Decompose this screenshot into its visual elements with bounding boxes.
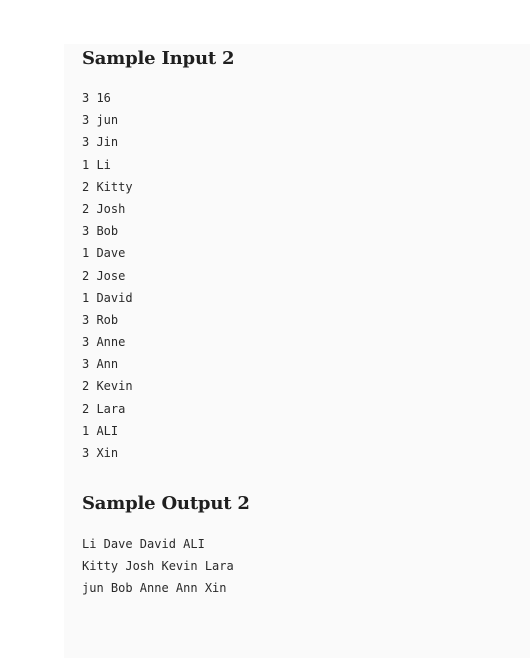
input-line: 3 Ann [82,357,119,372]
input-line: 3 jun [82,113,119,128]
input-line: 3 Bob [82,224,119,239]
sample-input-lines [82,87,234,464]
input-line: 1 David [82,290,133,305]
input-line: 2 Josh [82,201,126,216]
input-line: 1 Li [82,157,111,172]
input-line: 3 Anne [82,335,126,350]
input-line: 2 Kevin [82,379,133,394]
output-line: Kitty Josh Kevin Lara [82,559,234,574]
sample-input-section [82,46,234,464]
input-line: 2 Jose [82,268,126,283]
input-line: 2 Lara [82,401,126,416]
sample-input-heading: Sample Input 2 [82,48,235,69]
input-line: 2 Kitty [82,179,133,194]
input-line: 1 Dave [82,246,126,261]
output-line: jun Bob Anne Ann Xin [82,581,227,596]
sample-output-heading: Sample Output 2 [82,493,250,514]
input-line: 3 Jin [82,135,119,150]
sample-output-section [82,491,250,600]
input-line: 1 ALI [82,423,119,438]
input-line: 3 16 [82,91,111,105]
output-line: Li Dave David ALI [82,537,205,551]
sample-output-lines [82,533,250,600]
input-line: 3 Xin [82,446,119,460]
input-line: 3 Rob [82,312,119,327]
